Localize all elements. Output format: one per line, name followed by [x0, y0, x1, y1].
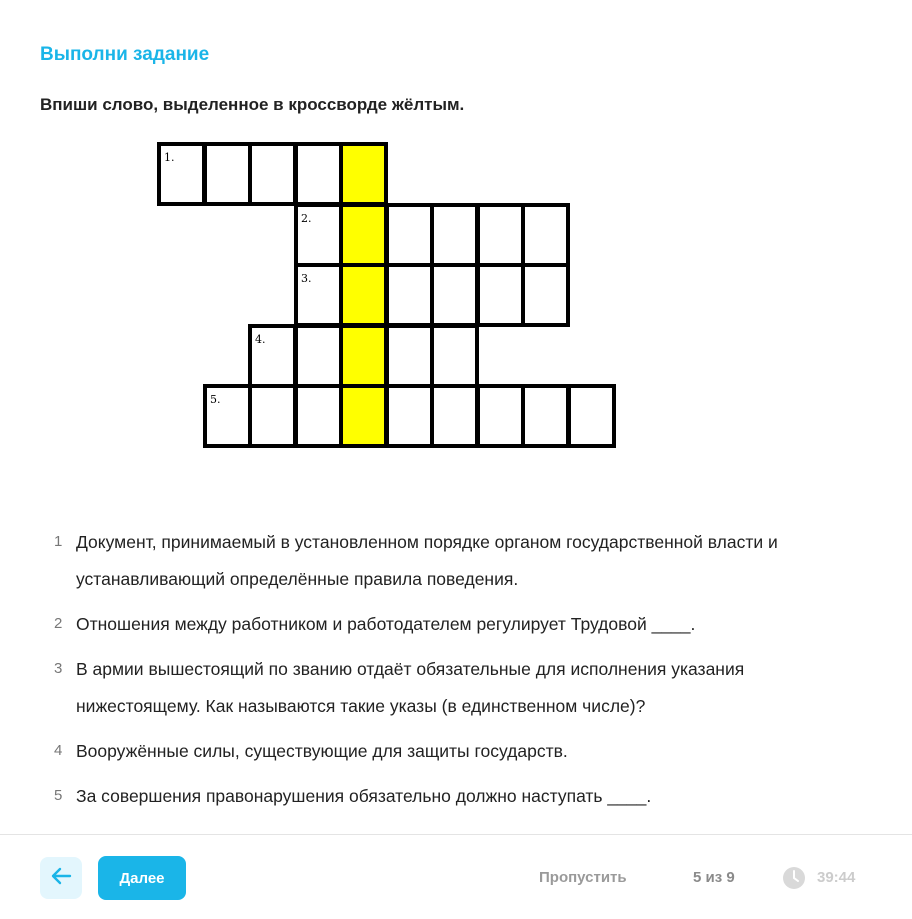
crossword-cell	[430, 324, 479, 388]
crossword-row-number: 2.	[301, 212, 312, 225]
crossword-cell	[385, 384, 434, 448]
crossword-cell	[476, 203, 525, 267]
clue-text: Отношения между работником и работодателем регулирует Трудовой ____.	[76, 614, 696, 634]
crossword-cell	[521, 384, 570, 448]
clue-text: В армии вышестоящий по званию отдаёт обязательные для исполнения указания нижестоящему. Как называются такие указы (в единственном числе)?	[76, 659, 745, 716]
crossword-cell	[385, 203, 434, 267]
crossword-cell	[157, 142, 206, 206]
crossword-cell	[294, 324, 343, 388]
crossword-cell	[430, 263, 479, 327]
skip-button[interactable]: Пропустить	[539, 869, 627, 886]
crossword-cell	[521, 203, 570, 267]
next-button[interactable]: Далее	[98, 856, 186, 900]
crossword-row-number: 1.	[164, 151, 175, 164]
back-button[interactable]	[40, 857, 82, 899]
crossword-cell-highlighted	[339, 263, 388, 327]
crossword-cell	[294, 203, 343, 267]
crossword-cell-highlighted	[339, 203, 388, 267]
task-instruction: Впиши слово, выделенное в кроссворде жёлтым.	[40, 95, 465, 114]
crossword-row-number: 5.	[210, 393, 221, 406]
clue-text: Вооружённые силы, существующие для защиты государств.	[76, 741, 568, 761]
crossword-cell	[203, 384, 252, 448]
crossword-cell-highlighted	[339, 142, 388, 206]
clue-text: Документ, принимаемый в установленном порядке органом государственной власти и устанавливающий определённые правила поведения.	[76, 532, 778, 589]
crossword-cell	[248, 324, 297, 388]
crossword-cell	[294, 263, 343, 327]
crossword-cell	[567, 384, 616, 448]
crossword-cell-highlighted	[339, 384, 388, 448]
crossword-cell	[476, 384, 525, 448]
crossword-cell	[385, 263, 434, 327]
crossword-cell	[294, 384, 343, 448]
timer: 39:44	[817, 869, 856, 886]
crossword-cell-highlighted	[339, 324, 388, 388]
crossword-cell	[521, 263, 570, 327]
crossword-cell	[385, 324, 434, 388]
crossword-row-number: 3.	[301, 272, 312, 285]
footer-divider	[0, 834, 912, 835]
arrow-left-icon	[50, 867, 72, 890]
clue-number: 2	[54, 615, 63, 632]
clue-number: 4	[54, 742, 63, 759]
crossword-cell	[430, 203, 479, 267]
crossword-cell	[203, 142, 252, 206]
clock-icon	[782, 866, 806, 890]
task-heading: Выполни задание	[40, 44, 210, 65]
crossword-row-number: 4.	[255, 333, 266, 346]
clue-number: 3	[54, 660, 63, 677]
crossword-cell	[476, 263, 525, 327]
crossword-cell	[248, 384, 297, 448]
crossword-cell	[294, 142, 343, 206]
clue-number: 1	[54, 533, 63, 550]
clue-number: 5	[54, 787, 63, 804]
progress-counter: 5 из 9	[693, 869, 735, 886]
crossword-cell	[248, 142, 297, 206]
clue-text: За совершения правонарушения обязательно должно наступать ____.	[76, 786, 652, 806]
crossword-cell	[430, 384, 479, 448]
